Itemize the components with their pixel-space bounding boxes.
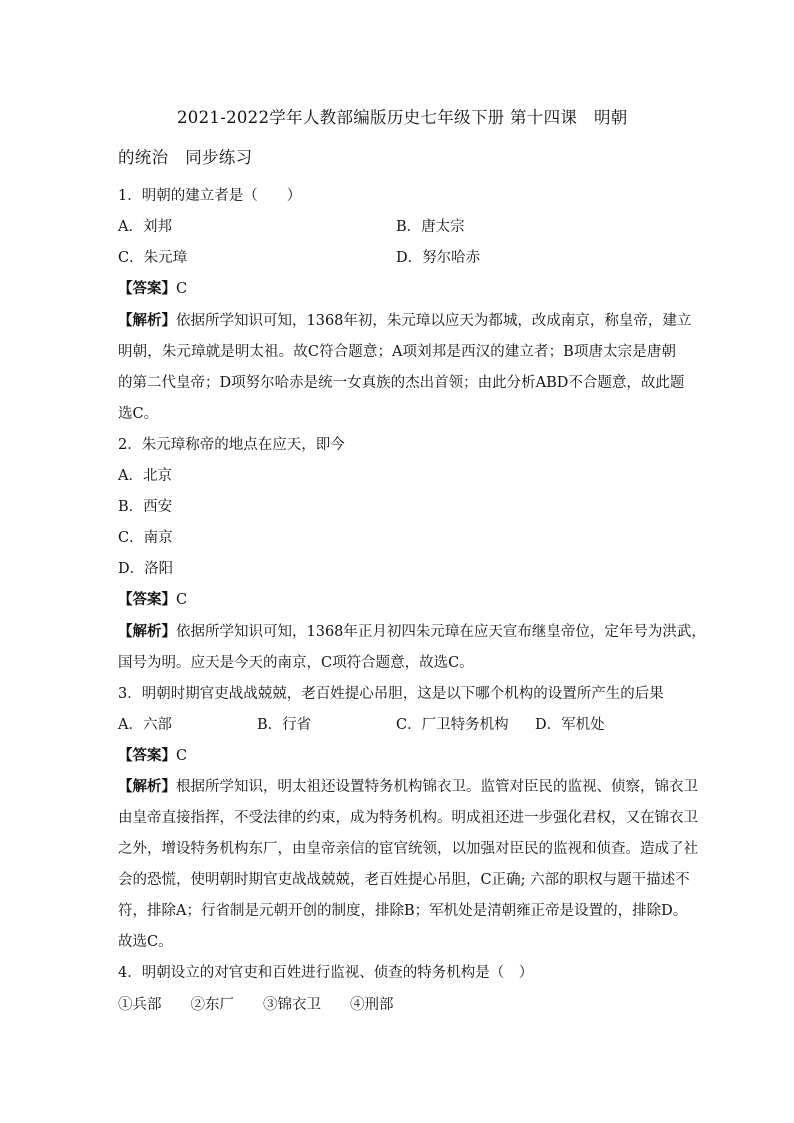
document-title-line-1: 2021-2022学年人教部编版历史七年级下册 第十四课 明朝: [177, 108, 628, 127]
question-1-analysis-line: 明朝，朱元璋就是明太祖。故C符合题意；A项刘邦是西汉的建立者；B项唐太宗是唐朝: [118, 344, 676, 360]
analysis-tag: 【解析】: [118, 778, 176, 795]
question-1-stem: 1．明朝的建立者是（ ）: [118, 188, 302, 204]
question-2-analysis-line: [118, 622, 706, 642]
question-1-option-c: C．朱元璋: [118, 250, 188, 266]
answer-tag: 【答案】: [118, 747, 176, 764]
question-3-option-d: D．军机处: [535, 717, 605, 733]
question-1-analysis-line: 选C。: [118, 406, 159, 422]
question-3-analysis-line: 由皇帝直接指挥，不受法律的约束，成为特务机构。明成祖还进一步强化君权，又在锦衣卫: [118, 810, 698, 826]
question-1-analysis-line: 的第二代皇帝；D项努尔哈赤是统一女真族的杰出首领；由此分析ABD不合题意，故此题: [118, 375, 685, 391]
question-4-items: ①兵部 ②东厂 ③锦衣卫 ④刑部: [118, 997, 394, 1013]
question-3-analysis-line: [118, 777, 698, 797]
analysis-text: 根据所学知识，明太祖还设置特务机构锦衣卫。监管对臣民的监视、侦察，锦衣卫: [176, 779, 698, 795]
question-1-answer: [118, 279, 187, 299]
analysis-text: 依据所学知识可知，1368年初，朱元璋以应天为都城，改成南京，称皇帝，建立: [176, 313, 692, 329]
question-3-analysis-line: 之外，增设特务机构东厂，由皇帝亲信的宦官统领，以加强对臣民的监视和侦查。造成了社: [118, 841, 698, 857]
answer-value: C: [176, 748, 188, 764]
question-3-analysis-line: 会的恐慌，使明朝时期官吏战战兢兢，老百姓提心吊胆，C正确; 六部的职权与题干描述不: [118, 872, 690, 888]
answer-tag: 【答案】: [118, 591, 176, 608]
question-1-option-d: D．努尔哈赤: [396, 250, 481, 266]
question-3-option-a: A．六部: [118, 717, 172, 733]
analysis-tag: 【解析】: [118, 623, 176, 640]
question-2-answer: [118, 590, 187, 610]
answer-tag: 【答案】: [118, 280, 176, 297]
question-3-analysis-line: 符，排除A；行省制是元朝开创的制度，排除B；军机处是清朝雍正帝是设置的，排除D。: [118, 903, 688, 919]
question-3-analysis-line: 故选C。: [118, 934, 173, 950]
question-1-analysis-line: [118, 311, 692, 331]
question-3-stem: 3．明朝时期官吏战战兢兢，老百姓提心吊胆，这是以下哪个机构的设置所产生的后果: [118, 686, 664, 702]
question-2-stem: 2．朱元璋称帝的地点在应天，即今: [118, 437, 345, 453]
analysis-text: 依据所学知识可知，1368年正月初四朱元璋在应天宣布继皇帝位，定年号为洪武，: [176, 624, 706, 640]
question-1-option-b: B．唐太宗: [396, 219, 465, 235]
question-1-option-a: A．刘邦: [118, 219, 172, 235]
question-3-option-b: B．行省: [257, 717, 312, 733]
answer-value: C: [176, 592, 188, 608]
question-4-stem: 4．明朝设立的对官吏和百姓进行监视、侦查的特务机构是（ ）: [118, 965, 534, 981]
question-2-option-d: D．洛阳: [118, 561, 174, 577]
question-2-option-b: B．西安: [118, 499, 173, 515]
question-2-option-c: C．南京: [118, 530, 173, 546]
question-3-option-c: C．厂卫特务机构: [396, 717, 509, 733]
answer-value: C: [176, 281, 188, 297]
question-2-option-a: A．北京: [118, 468, 172, 484]
analysis-tag: 【解析】: [118, 312, 176, 329]
question-3-answer: [118, 746, 187, 766]
document-title-line-2: 的统治 同步练习: [118, 148, 253, 167]
question-2-analysis-line: 国号为明。应天是今天的南京，C项符合题意，故选C。: [118, 655, 474, 671]
